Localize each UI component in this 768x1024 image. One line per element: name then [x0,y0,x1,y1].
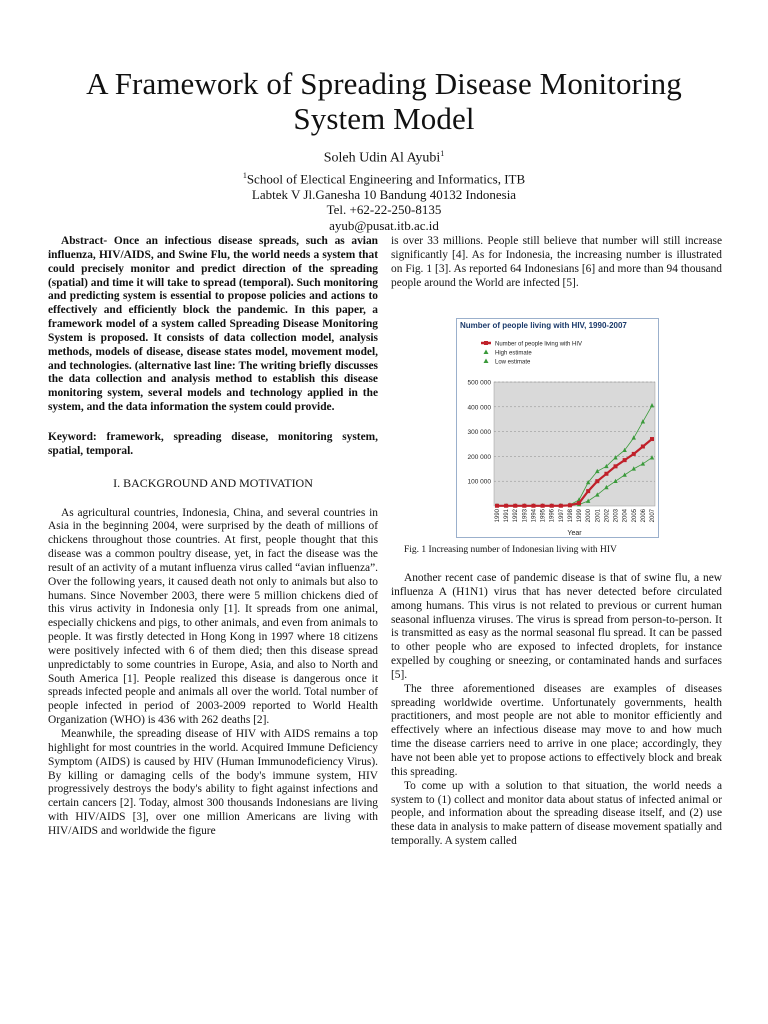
data-point-main [595,479,599,483]
hiv-chart-figure [456,318,659,538]
x-tick-label: 1995 [540,509,547,523]
legend-marker-2 [484,359,489,364]
affiliation [0,168,768,187]
abstract: Abstract- Once an infectious disease spreads, such as avian influenza, HIV/AIDS, and Swine Flu, the world needs a system that could precisely monitor and predict direction of the spreading (spatial) and time it will take to spread (temporal). Such monitoring and predicting system is essential to propose policies and actions to effectively and efficiently block the pandemic. In this paper, a framework model of a system called Spreading Disease Monitoring System is proposed. It consists of data collection model, analysis methods, models of disease, disease states model, movement model, and technologies. (alternative last line: The writing briefly discusses the data collection and analysis method to establish this disease monitoring system, several models and technology applied in the system, and the data information the system could provide. [48,235,378,414]
x-tick-label: 1999 [577,509,584,523]
left-column [48,235,378,839]
author-sup: 1 [440,149,445,158]
data-point-main [504,504,508,508]
legend-label-0: Number of people living with HIV [495,341,583,348]
data-point-main [495,504,499,508]
figure-caption: Fig. 1 Increasing number of Indonesian living with HIV [404,545,617,555]
paragraph-hiv-aids: Meanwhile, the spreading disease of HIV with AIDS remains a top highlight for most countries in the world. Acquired Immune Deficiency Symptom (AIDS) is caused by HIV (Human Immunodeficiency Virus). By killing or damaging cells of the body's immune system, HIV progressively destroys the body's ability to fight against infections and certain cancers [2]. Today, almost 300 thousands Indonesians are living with HIV/AIDS [3], over one million Americans are living with HIV/AIDS and worldwide the figure [48,728,378,837]
x-tick-label: 1991 [504,509,511,523]
paragraph-swine-flu: Another recent case of pandemic disease is that of swine flu, a new influenza A (H1N1) virus that has never detected before circulated among humans. This virus is not related to previous or current human seasonal influenza viruses. The virus is spread from person-to-person. It is transmitted as easy as the normal seasonal flu spread. It can be passed to other people who are exposed to infected droplets, for instance expelled by coughing or sneezing, or contaminated hands and surfaces [5]. [391,572,722,681]
x-tick-label: 1998 [567,509,574,523]
right-column-bottom [391,572,722,849]
section-heading: I. BACKGROUND AND MOTIVATION [113,475,313,490]
x-tick-label: 2000 [586,509,593,523]
data-point-main [559,504,563,508]
y-tick-label: 200 000 [467,453,491,461]
affiliation-text: School of Electical Engineering and Informatics, ITB [246,171,526,187]
plot-area [494,382,655,506]
right-column-top [391,235,722,290]
paragraph-three-diseases: The three aforementioned diseases are examples of diseases spreading worldwide overtime. Unfortunately governments, health practitioners, and most people are not able to monitor efficiently and effectively where an infectious disease may move to and how much time the disease carriers need to arrive in one place; accordingly, they have not been able yet to propose actions to effectively block and break this spreading. [391,682,722,778]
y-tick-label: 500 000 [467,379,491,387]
legend-marker-1 [484,350,489,355]
paper-title [40,66,728,136]
data-point-main [531,504,535,508]
paragraph-avian-influenza: As agricultural countries, Indonesia, China, and several countries in Asia in the beginning 2004, were surprised by the death of millions of chickens throughout those countries. At first, people thought that this disease was a common poultry disease, yet, in fact the disease was the result of an activity of a mutant influenza virus called “avian influenza”. Over the following years, it caused death not only to animals but also to humans. Since November 2003, there were 5 million chickens died of this virus activity in Indonesia only [1]. It spreads from one animal, especially chickens and pigs, to other animals, and even from animals to people. It was firstly detected in Hong Kong in 1997 where 18 citizens were positively infected with 6 of them died; then this disease spread unpredictably to some countries in Europe, Asia, and also to North and South America [1]. People realized this disease is dangerous once it spreads infected people and animals all over the world. Total number of people infected in period of 2003-2009 reported to World Health Organization (WHO) is 436 with 262 deaths [2]. [48,506,378,727]
x-tick-label: 1993 [522,509,529,523]
chart-title: Number of people living with HIV, 1990-2007 [460,321,627,330]
x-tick-label: 2001 [595,509,602,523]
data-point-main [623,458,627,462]
data-point-main [577,501,581,505]
x-axis-label: Year [567,530,582,537]
title-line-2: System Model [293,101,475,136]
data-point-main [513,504,517,508]
x-tick-label: 1996 [549,509,556,523]
x-tick-label: 2004 [622,509,629,523]
x-tick-label: 1992 [513,509,520,523]
y-tick-label: 100 000 [467,478,491,486]
data-point-main [550,504,554,508]
x-tick-label: 2003 [613,509,620,523]
data-point-main [632,452,636,456]
y-tick-label: 300 000 [467,429,491,437]
author-name [0,146,768,166]
data-point-main [522,504,526,508]
legend-marker-0 [484,341,488,345]
x-tick-label: 2007 [650,509,656,523]
paragraph-hiv-continued: is over 33 millions. People still believe that number will still increase significantly [4]. As for Indonesia, the increasing number is illustrated on Fig. 1 [3]. As reported 64 Indonesians [6] and more than 94 thousand people around the World are infected [5]. [391,235,722,289]
x-tick-label: 2005 [631,509,638,523]
x-tick-label: 1990 [495,509,501,523]
data-point-main [586,489,590,493]
hiv-chart [457,319,658,537]
data-point-main [568,503,572,507]
data-point-main [650,437,654,441]
email: ayub@pusat.itb.ac.id [329,217,439,233]
data-point-main [614,464,618,468]
title-line-1: A Framework of Spreading Disease Monitoring [86,66,682,101]
x-tick-label: 2006 [640,509,647,523]
author-block [0,146,768,233]
legend-label-2: Low estimate [495,359,531,366]
data-point-main [541,504,545,508]
phone: Tel. +62-22-250-8135 [326,202,442,218]
address: Labtek V Jl.Ganesha 10 Bandung 40132 Indonesia [251,186,517,202]
x-tick-label: 1994 [531,509,538,523]
author-name-text: Soleh Udin Al Ayubi [323,150,441,166]
affiliation-sup: 1 [242,171,247,181]
y-tick-label: 400 000 [467,404,491,412]
legend-label-1: High estimate [495,350,532,357]
data-point-main [641,444,645,448]
data-point-main [604,472,608,476]
paragraph-solution: To come up with a solution to that situation, the world needs a system to (1) collect and monitor data about status of infected animal or people, and information about the spreading disease itself, and (2) use these data in analysis to make pattern of disease movement spatially and temporally. A system called [391,779,722,848]
keywords: Keyword: framework, spreading disease, monitoring system, spatial, temporal. [48,430,378,457]
x-tick-label: 1997 [558,509,565,523]
x-tick-label: 2002 [604,509,611,523]
